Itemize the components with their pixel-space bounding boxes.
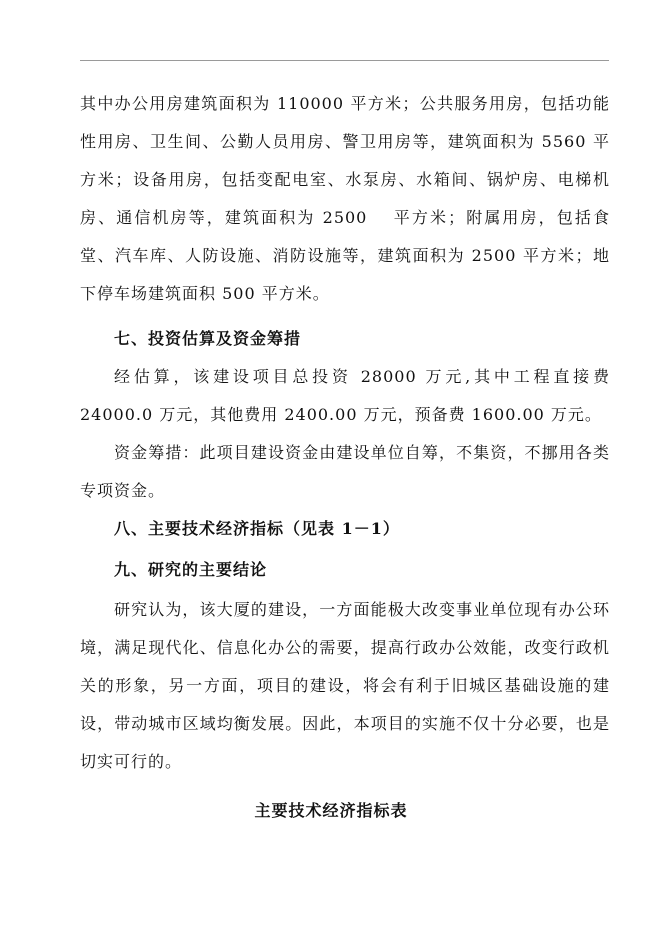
header-rule: [80, 60, 609, 61]
conclusion-paragraph: 研究认为，该大厦的建设，一方面能极大改变事业单位现有办公环境，满足现代化、信息化办公的需要，提高行政办公效能，改变行政机关的形象，另一方面，项目的建设，将会有利于旧城区基础设施的建设，带动城市区域均衡发展。因此，本项目的实施不仅十分必要，也是切实可行的。: [80, 600, 610, 771]
section8-heading: 八、主要技术经济指标（见表 1－1）: [114, 519, 400, 538]
table-title: 主要技术经济指标表: [254, 801, 408, 820]
section9-heading: 九、研究的主要结论: [114, 560, 268, 579]
section7-heading: 七、投资估算及资金筹措: [114, 329, 302, 348]
intro-paragraph: 其中办公用房建筑面积为 110000 平方米；公共服务用房，包括功能性用房、卫生间、公勤人员用房、警卫用房等，建筑面积为 5560 平方米；设备用房，包括变配电室、水泵房、水箱间、锅炉房、电梯机房、通信机房等，建筑面积为 2500 平方米；附属用房，包括食堂、汽车库、人防设施、消防设施等，建筑面积为 2500 平方米；地下停车场建筑面积 500 平方米。: [80, 94, 610, 303]
investment-estimate-paragraph: 经估算，该建设项目总投资 28000 万元,其中工程直接费 24000.0 万元，其他费用 2400.00 万元，预备费 1600.00 万元。: [80, 367, 610, 424]
funding-paragraph: 资金筹措：此项目建设资金由建设单位自筹，不集资，不挪用各类专项资金。: [80, 443, 610, 500]
